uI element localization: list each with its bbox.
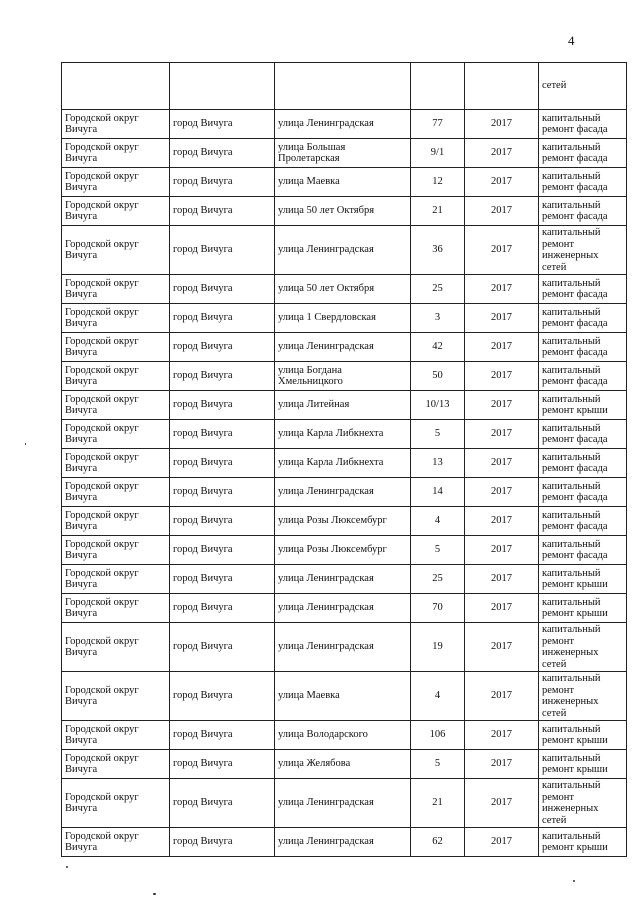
cell-year: 2017 xyxy=(465,672,539,721)
cell-house: 5 xyxy=(411,536,465,565)
cell-work: капитальный ремонт инженерных сетей xyxy=(539,779,627,828)
cell-street: улица Маевка xyxy=(275,168,411,197)
table-row xyxy=(62,623,627,672)
scan-speck xyxy=(153,893,156,895)
cell-street: улица 1 Свердловская xyxy=(275,304,411,333)
cell-work: капитальный ремонт фасада xyxy=(539,110,627,139)
cell-okrug: Городской округ Вичуга xyxy=(62,779,170,828)
cell-work: капитальный ремонт фасада xyxy=(539,304,627,333)
cell-okrug: Городской округ Вичуга xyxy=(62,362,170,391)
cell-work: капитальный ремонт фасада xyxy=(539,333,627,362)
cell-city: город Вичуга xyxy=(170,304,275,333)
cell-work: капитальный ремонт фасада xyxy=(539,536,627,565)
cell-okrug: Городской округ Вичуга xyxy=(62,391,170,420)
cell-okrug: Городской округ Вичуга xyxy=(62,449,170,478)
cell-street: улица Ленинградская xyxy=(275,828,411,857)
cell-house: 5 xyxy=(411,420,465,449)
cell-year: 2017 xyxy=(465,507,539,536)
table-row xyxy=(62,304,627,333)
cell-work: капитальный ремонт фасада xyxy=(539,197,627,226)
cell-city: город Вичуга xyxy=(170,594,275,623)
table-row xyxy=(62,721,627,750)
cell-year: 2017 xyxy=(465,750,539,779)
cell-street: улица 50 лет Октября xyxy=(275,197,411,226)
cell-okrug: Городской округ Вичуга xyxy=(62,672,170,721)
cell-street: улица 50 лет Октября xyxy=(275,275,411,304)
cell-city: город Вичуга xyxy=(170,420,275,449)
cell-house: 10/13 xyxy=(411,391,465,420)
table-row xyxy=(62,139,627,168)
cell-okrug: Городской округ Вичуга xyxy=(62,304,170,333)
cell-house: 13 xyxy=(411,449,465,478)
cell-year: 2017 xyxy=(465,139,539,168)
cell-work: капитальный ремонт фасада xyxy=(539,168,627,197)
cell-city: город Вичуга xyxy=(170,672,275,721)
cell-year: 2017 xyxy=(465,110,539,139)
cell-city: город Вичуга xyxy=(170,478,275,507)
cell-city: город Вичуга xyxy=(170,226,275,275)
cell-year: 2017 xyxy=(465,594,539,623)
cell-okrug: Городской округ Вичуга xyxy=(62,226,170,275)
cell-street: улица Ленинградская xyxy=(275,478,411,507)
cell-work: капитальный ремонт крыши xyxy=(539,565,627,594)
cell-year: 2017 xyxy=(465,828,539,857)
cell-year: 2017 xyxy=(465,391,539,420)
page-number: 4 xyxy=(568,33,575,48)
cell-year: 2017 xyxy=(465,449,539,478)
cell-work: капитальный ремонт инженерных сетей xyxy=(539,623,627,672)
cell-work: капитальный ремонт фасада xyxy=(539,362,627,391)
cell-okrug: Городской округ Вичуга xyxy=(62,721,170,750)
table-row xyxy=(62,507,627,536)
scan-speck xyxy=(25,443,26,445)
cell-work: капитальный ремонт фасада xyxy=(539,139,627,168)
cell-house: 4 xyxy=(411,672,465,721)
cell-house: 25 xyxy=(411,275,465,304)
cell-okrug: Городской округ Вичуга xyxy=(62,507,170,536)
cell-house: 106 xyxy=(411,721,465,750)
cell-street: улица Ленинградская xyxy=(275,623,411,672)
cell-city: город Вичуга xyxy=(170,750,275,779)
cell-city: город Вичуга xyxy=(170,275,275,304)
cell-year: 2017 xyxy=(465,536,539,565)
cell-house: 70 xyxy=(411,594,465,623)
cell-year: 2017 xyxy=(465,721,539,750)
cell-work: капитальный ремонт фасада xyxy=(539,275,627,304)
cell-okrug: Городской округ Вичуга xyxy=(62,275,170,304)
table-row xyxy=(62,110,627,139)
cell-year: 2017 xyxy=(465,565,539,594)
cell-work: капитальный ремонт инженерных сетей xyxy=(539,672,627,721)
cell-city: город Вичуга xyxy=(170,168,275,197)
cell-okrug: Городской округ Вичуга xyxy=(62,750,170,779)
cell-city: город Вичуга xyxy=(170,333,275,362)
cell-street xyxy=(275,63,411,110)
cell-house: 4 xyxy=(411,507,465,536)
cell-street: улица Ленинградская xyxy=(275,565,411,594)
table-row xyxy=(62,333,627,362)
cell-year: 2017 xyxy=(465,779,539,828)
cell-city: город Вичуга xyxy=(170,721,275,750)
cell-okrug: Городской округ Вичуга xyxy=(62,333,170,362)
cell-year: 2017 xyxy=(465,275,539,304)
cell-year: 2017 xyxy=(465,333,539,362)
cell-street: улица Желябова xyxy=(275,750,411,779)
cell-house: 21 xyxy=(411,197,465,226)
cell-year: 2017 xyxy=(465,304,539,333)
cell-work: капитальный ремонт фасада xyxy=(539,449,627,478)
cell-city: город Вичуга xyxy=(170,565,275,594)
cell-work: капитальный ремонт инженерных сетей xyxy=(539,226,627,275)
cell-year: 2017 xyxy=(465,478,539,507)
cell-street: улица Володарского xyxy=(275,721,411,750)
table-row xyxy=(62,420,627,449)
cell-city: город Вичуга xyxy=(170,828,275,857)
cell-house: 21 xyxy=(411,779,465,828)
cell-street: улица Ленинградская xyxy=(275,779,411,828)
cell-house: 36 xyxy=(411,226,465,275)
table-row xyxy=(62,779,627,828)
cell-street: улица Карла Либкнехта xyxy=(275,420,411,449)
cell-okrug: Городской округ Вичуга xyxy=(62,565,170,594)
cell-city: город Вичуга xyxy=(170,197,275,226)
cell-house: 9/1 xyxy=(411,139,465,168)
table-row xyxy=(62,197,627,226)
cell-city: город Вичуга xyxy=(170,110,275,139)
table-row xyxy=(62,391,627,420)
cell-street: улица Маевка xyxy=(275,672,411,721)
cell-street: улица Большая Пролетарская xyxy=(275,139,411,168)
cell-okrug: Городской округ Вичуга xyxy=(62,139,170,168)
cell-street: улица Ленинградская xyxy=(275,333,411,362)
table-row xyxy=(62,478,627,507)
cell-street: улица Ленинградская xyxy=(275,226,411,275)
cell-city: город Вичуга xyxy=(170,779,275,828)
cell-okrug: Городской округ Вичуга xyxy=(62,594,170,623)
scan-speck xyxy=(573,880,575,882)
cell-house: 3 xyxy=(411,304,465,333)
cell-okrug: Городской округ Вичуга xyxy=(62,828,170,857)
cell-house: 25 xyxy=(411,565,465,594)
cell-house: 77 xyxy=(411,110,465,139)
cell-city: город Вичуга xyxy=(170,623,275,672)
cell-year: 2017 xyxy=(465,168,539,197)
cell-okrug: Городской округ Вичуга xyxy=(62,536,170,565)
cell-street: улица Ленинградская xyxy=(275,594,411,623)
cell-house: 62 xyxy=(411,828,465,857)
cell-work: сетей xyxy=(539,63,627,110)
cell-street: улица Богдана Хмельницкого xyxy=(275,362,411,391)
repair-register-table xyxy=(61,62,627,857)
table-row xyxy=(62,828,627,857)
cell-work: капитальный ремонт крыши xyxy=(539,594,627,623)
cell-work: капитальный ремонт фасада xyxy=(539,478,627,507)
table-row xyxy=(62,226,627,275)
table-row xyxy=(62,672,627,721)
cell-work: капитальный ремонт крыши xyxy=(539,828,627,857)
cell-street: улица Литейная xyxy=(275,391,411,420)
table-row xyxy=(62,362,627,391)
register-body xyxy=(62,63,627,857)
cell-city: город Вичуга xyxy=(170,449,275,478)
cell-city: город Вичуга xyxy=(170,362,275,391)
scan-speck xyxy=(66,866,68,868)
cell-street: улица Розы Люксембург xyxy=(275,536,411,565)
table-row xyxy=(62,536,627,565)
cell-street: улица Розы Люксембург xyxy=(275,507,411,536)
cell-house: 19 xyxy=(411,623,465,672)
cell-okrug: Городской округ Вичуга xyxy=(62,420,170,449)
continued-row xyxy=(62,63,627,110)
cell-okrug: Городской округ Вичуга xyxy=(62,168,170,197)
table-row xyxy=(62,449,627,478)
cell-work: капитальный ремонт фасада xyxy=(539,420,627,449)
cell-year: 2017 xyxy=(465,420,539,449)
table-row xyxy=(62,750,627,779)
cell-house: 14 xyxy=(411,478,465,507)
cell-house: 12 xyxy=(411,168,465,197)
cell-work: капитальный ремонт крыши xyxy=(539,721,627,750)
cell-city: город Вичуга xyxy=(170,507,275,536)
cell-okrug xyxy=(62,63,170,110)
cell-okrug: Городской округ Вичуга xyxy=(62,478,170,507)
cell-house: 5 xyxy=(411,750,465,779)
table-row xyxy=(62,168,627,197)
cell-house: 42 xyxy=(411,333,465,362)
cell-work: капитальный ремонт фасада xyxy=(539,507,627,536)
table-row xyxy=(62,565,627,594)
cell-okrug: Городской округ Вичуга xyxy=(62,110,170,139)
cell-street: улица Ленинградская xyxy=(275,110,411,139)
cell-house: 50 xyxy=(411,362,465,391)
cell-year: 2017 xyxy=(465,362,539,391)
cell-city: город Вичуга xyxy=(170,536,275,565)
table-row xyxy=(62,594,627,623)
cell-work: капитальный ремонт крыши xyxy=(539,750,627,779)
cell-street: улица Карла Либкнехта xyxy=(275,449,411,478)
cell-okrug: Городской округ Вичуга xyxy=(62,197,170,226)
table-row xyxy=(62,275,627,304)
cell-city: город Вичуга xyxy=(170,391,275,420)
cell-year: 2017 xyxy=(465,226,539,275)
cell-year xyxy=(465,63,539,110)
cell-city xyxy=(170,63,275,110)
cell-year: 2017 xyxy=(465,623,539,672)
cell-okrug: Городской округ Вичуга xyxy=(62,623,170,672)
cell-year: 2017 xyxy=(465,197,539,226)
cell-city: город Вичуга xyxy=(170,139,275,168)
cell-work: капитальный ремонт крыши xyxy=(539,391,627,420)
cell-house xyxy=(411,63,465,110)
